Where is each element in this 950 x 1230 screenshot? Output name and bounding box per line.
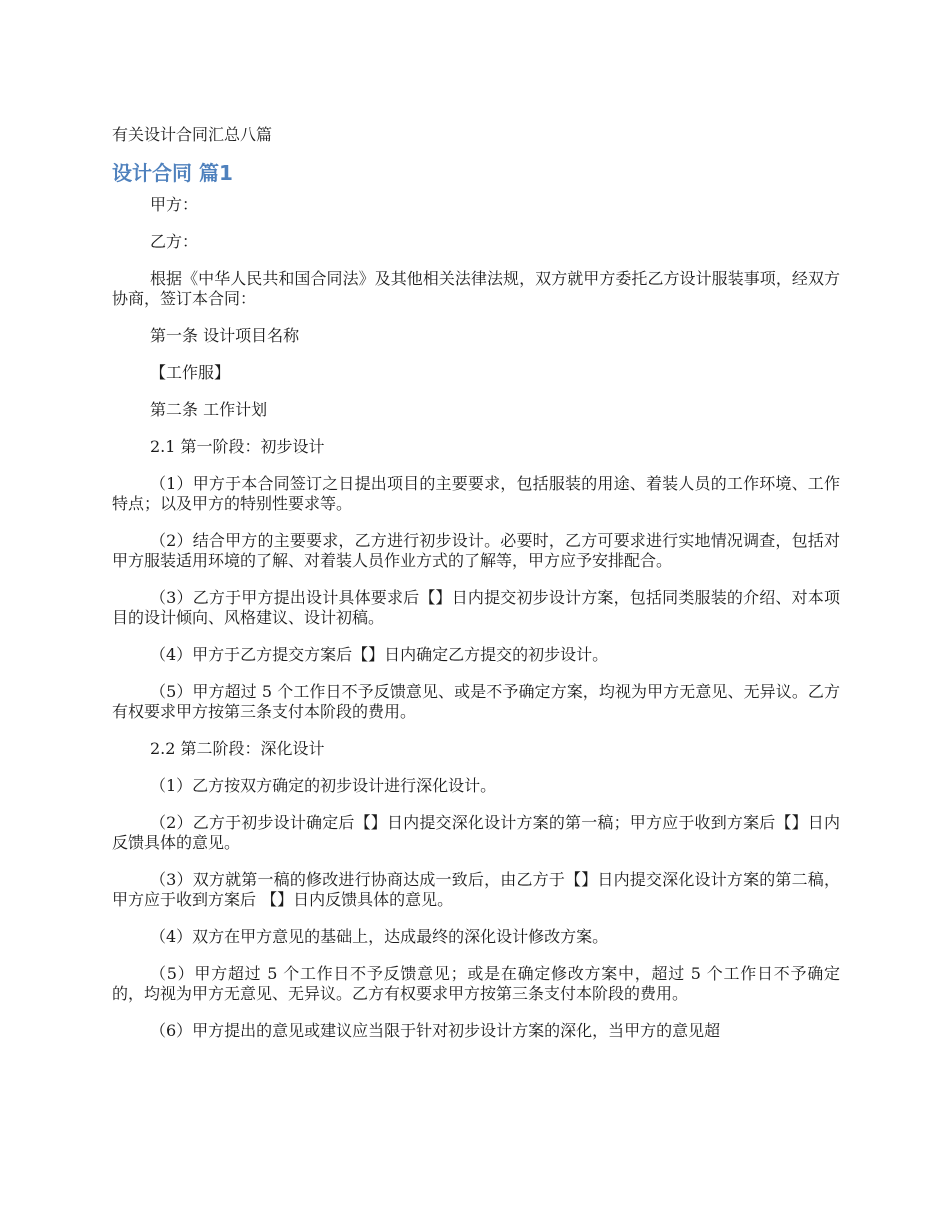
paragraph-party-a: 甲方： <box>150 195 199 214</box>
paragraph-stage-2-item-1: （1）乙方按双方确定的初步设计进行深化设计。 <box>150 776 497 795</box>
paragraph-party-b: 乙方： <box>150 232 199 251</box>
paragraph-stage-1-item-1: （1）甲方于本合同签订之日提出项目的主要要求，包括服装的用途、着装人员的工作环境、工作特点；以及甲方的特别性要求等。 <box>112 474 840 513</box>
paragraph-stage-1-item-2: （2）结合甲方的主要要求，乙方进行初步设计。必要时，乙方可要求进行实地情况调查，包括对甲方服装适用环境的了解、对着装人员作业方式的了解等，甲方应予安排配合。 <box>112 531 840 570</box>
paragraph-stage-1-item-4: （4）甲方于乙方提交方案后【】日内确定乙方提交的初步设计。 <box>150 645 609 664</box>
paragraph-stage-2-item-4: （4）双方在甲方意见的基础上，达成最终的深化设计修改方案。 <box>150 927 609 946</box>
paragraph-stage-2-item-6: （6）甲方提出的意见或建议应当限于针对初步设计方案的深化，当甲方的意见超 <box>150 1021 721 1040</box>
section-heading: 设计合同 篇1 <box>112 161 233 185</box>
document-title: 有关设计合同汇总八篇 <box>112 125 273 144</box>
paragraph-preamble: 根据《中华人民共和国合同法》及其他相关法律法规，双方就甲方委托乙方设计服装事项，经双方协商，签订本合同： <box>112 269 840 308</box>
paragraph-stage-2-item-2: （2）乙方于初步设计确定后【】日内提交深化设计方案的第一稿；甲方应于收到方案后【】日内反馈具体的意见。 <box>112 813 840 852</box>
paragraph-article-2: 第二条 工作计划 <box>150 400 268 419</box>
paragraph-stage-1-item-3: （3）乙方于甲方提出设计具体要求后【】日内提交初步设计方案，包括同类服装的介绍、对本项目的设计倾向、风格建议、设计初稿。 <box>112 588 840 627</box>
paragraph-stage-1: 2.1 第一阶段：初步设计 <box>150 437 325 456</box>
paragraph-project-name: 【工作服】 <box>150 363 231 382</box>
document-page <box>112 124 840 1058</box>
paragraph-stage-1-item-5: （5）甲方超过 5 个工作日不予反馈意见、或是不予确定方案，均视为甲方无意见、无异议。乙方有权要求甲方按第三条支付本阶段的费用。 <box>112 682 840 721</box>
paragraph-stage-2: 2.2 第二阶段：深化设计 <box>150 739 325 758</box>
paragraph-stage-2-item-3: （3）双方就第一稿的修改进行协商达成一致后，由乙方于【】日内提交深化设计方案的第二稿，甲方应于收到方案后 【】日内反馈具体的意见。 <box>112 870 840 909</box>
paragraph-article-1: 第一条 设计项目名称 <box>150 326 300 345</box>
paragraph-stage-2-item-5: （5）甲方超过 5 个工作日不予反馈意见；或是在确定修改方案中，超过 5 个工作日不予确定的，均视为甲方无意见、无异议。乙方有权要求甲方按第三条支付本阶段的费用。 <box>112 964 840 1003</box>
